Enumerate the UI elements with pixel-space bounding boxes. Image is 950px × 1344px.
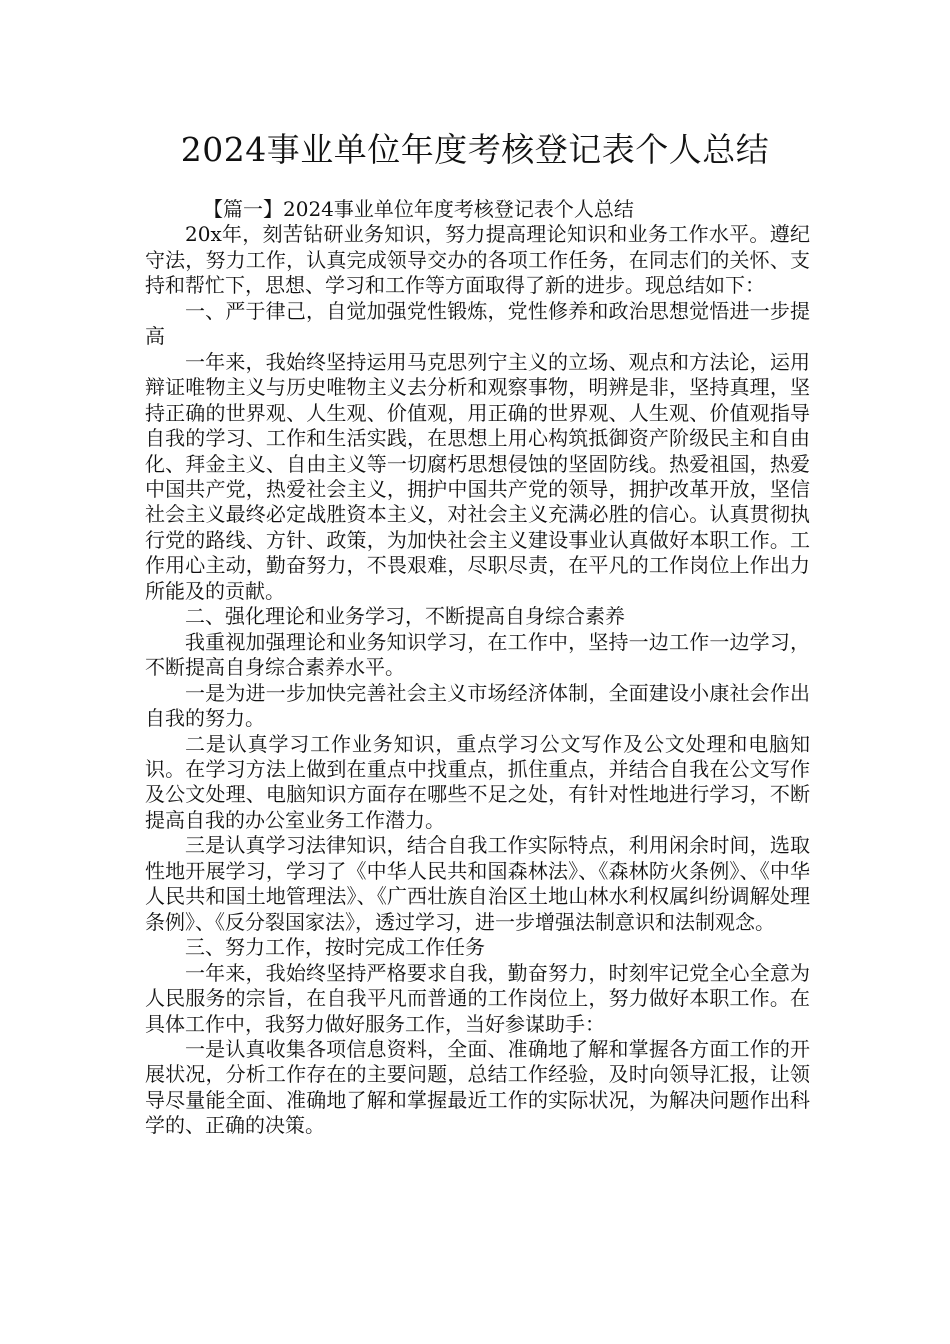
section-heading-2: 二、强化理论和业务学习，不断提高自身综合素养 (185, 604, 625, 629)
body-paragraph: 一年来，我始终坚持严格要求自我，勤奋努力，时刻牢记党全心全意为人民服务的宗旨，在自我平凡而普通的工作岗位上，努力做好本职工作。在具体工作中，我努力做好服务工作，当好参谋助手： (145, 960, 810, 1036)
intro-paragraph: 20x年，刻苦钻研业务知识，努力提高理论知识和业务工作水平。遵纪守法，努力工作，认真完成领导交办的各项工作任务，在同志们的关怀、支持和帮忙下，思想、学习和工作等方面取得了新的进步。现总结如下： (145, 222, 810, 298)
body-paragraph: 一是认真收集各项信息资料，全面、准确地了解和掌握各方面工作的开展状况，分析工作存在的主要问题，总结工作经验，及时向领导汇报，让领导尽量能全面、准确地了解和掌握最近工作的实际状况，为解决问题作出科学的、正确的决策。 (145, 1036, 810, 1138)
body-paragraph: 我重视加强理论和业务知识学习，在工作中，坚持一边工作一边学习，不断提高自身综合素养水平。 (145, 629, 810, 680)
body-paragraph: 一是为进一步加快完善社会主义市场经济体制，全面建设小康社会作出自我的努力。 (145, 680, 810, 731)
section-subtitle: 【篇一】2024事业单位年度考核登记表个人总结 (203, 197, 634, 221)
section-heading-3: 三、努力工作，按时完成工作任务 (185, 935, 485, 960)
document-title: 2024事业单位年度考核登记表个人总结 (180, 130, 770, 169)
body-paragraph: 二是认真学习工作业务知识，重点学习公文写作及公文处理和电脑知识。在学习方法上做到在重点中找重点，抓住重点，并结合自我在公文写作及公文处理、电脑知识方面存在哪些不足之处，有针对性地进行学习，不断提高自我的办公室业务工作潜力。 (145, 731, 810, 832)
body-paragraph: 三是认真学习法律知识，结合自我工作实际特点，利用闲余时间，选取性地开展学习，学习了《中华人民共和国森林法》、《森林防火条例》、《中华人民共和国土地管理法》、《广西壮族自治区土地山林水利权属纠纷调解处理条例》、《反分裂国家法》，透过学习，进一步增强法制意识和法制观念。 (145, 833, 810, 934)
section-heading-1: 一、严于律己，自觉加强党性锻炼，党性修养和政治思想觉悟进一步提高 (145, 298, 810, 349)
body-paragraph: 一年来，我始终坚持运用马克思列宁主义的立场、观点和方法论，运用辩证唯物主义与历史唯物主义去分析和观察事物，明辨是非，坚持真理，坚持正确的世界观、人生观、价值观，用正确的世界观、人生观、价值观指导自我的学习、工作和生活实践，在思想上用心构筑抵御资产阶级民主和自由化、拜金主义、自由主义等一切腐朽思想侵蚀的坚固防线。热爱祖国，热爱中国共产党，热爱社会主义，拥护中国共产党的领导，拥护改革开放，坚信社会主义最终必定战胜资本主义，对社会主义充满必胜的信心。认真贯彻执行党的路线、方针、政策，为加快社会主义建设事业认真做好本职工作。工作用心主动，勤奋努力，不畏艰难，尽职尽责，在平凡的工作岗位上作出力所能及的贡献。 (145, 349, 810, 603)
document-body (145, 197, 810, 1139)
